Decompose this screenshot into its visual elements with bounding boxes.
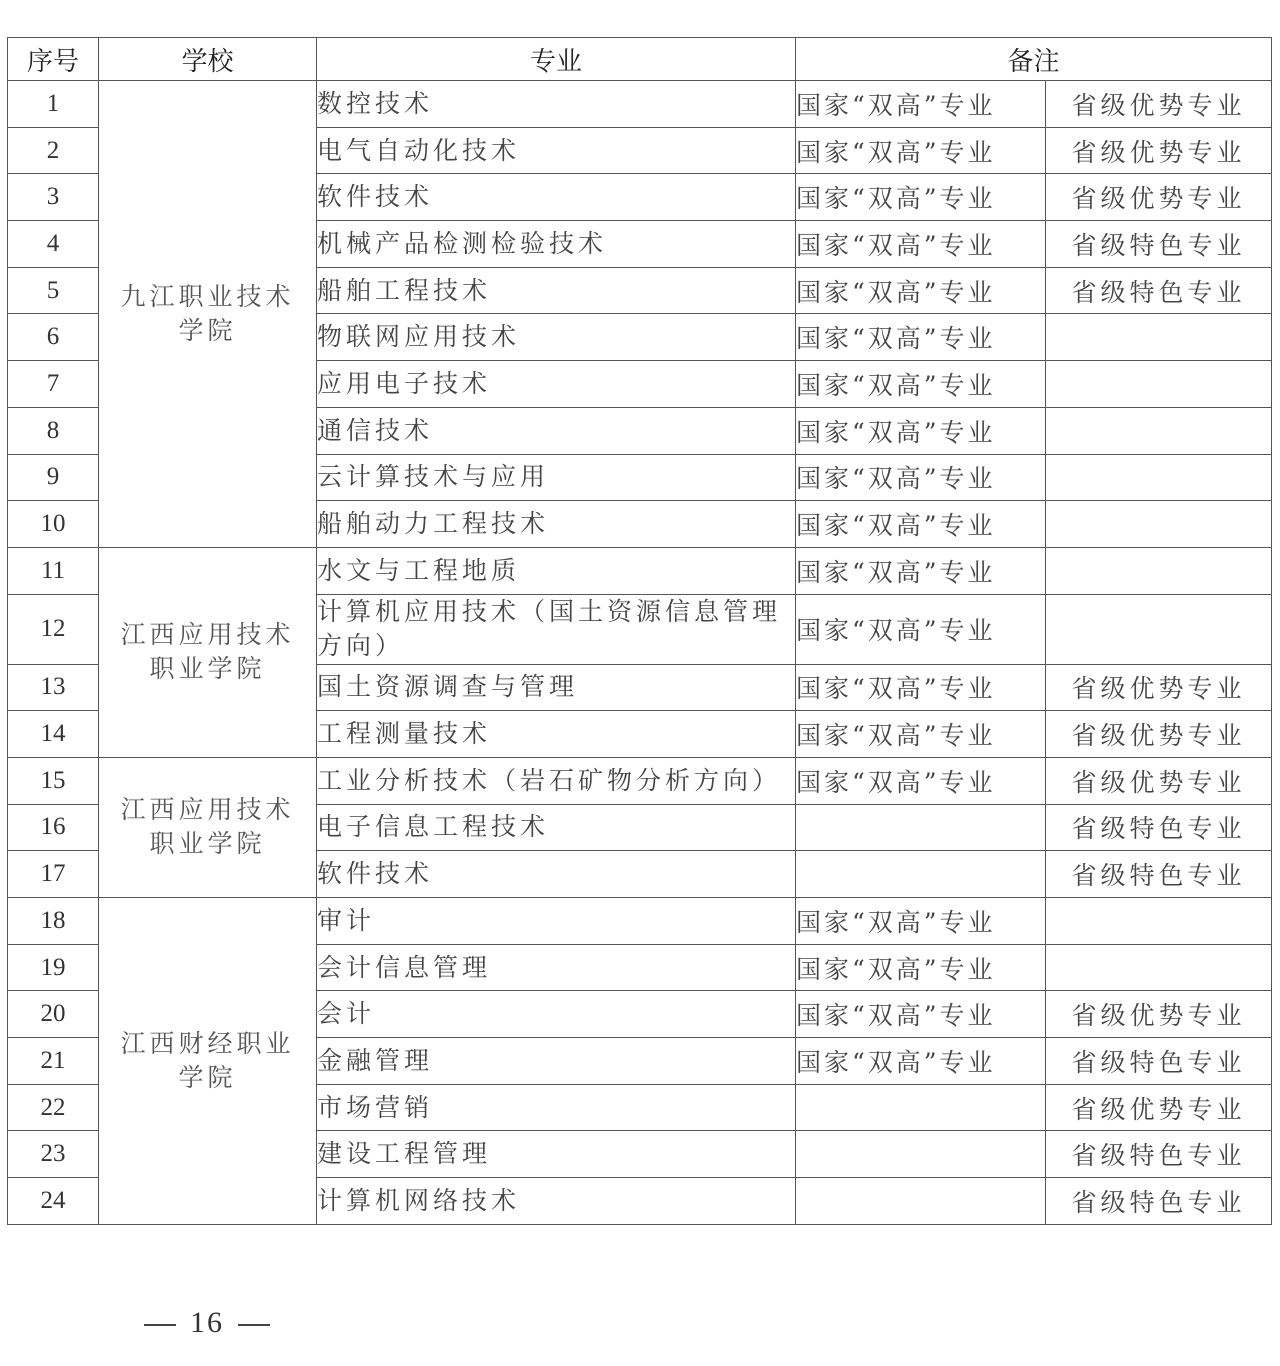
row-number: 22	[8, 1084, 99, 1131]
row-number: 14	[8, 711, 99, 758]
row-number: 16	[8, 804, 99, 851]
major-name: 建设工程管理	[317, 1131, 796, 1178]
row-number: 4	[8, 221, 99, 268]
row-number: 21	[8, 1038, 99, 1085]
national-remark: 国家“双高”专业	[796, 127, 1046, 174]
national-remark: 国家“双高”专业	[796, 454, 1046, 501]
major-name: 软件技术	[317, 174, 796, 221]
row-number: 13	[8, 664, 99, 711]
provincial-remark	[1046, 314, 1272, 361]
major-name: 金融管理	[317, 1038, 796, 1085]
table-row	[8, 547, 1272, 594]
provincial-remark: 省级特色专业	[1046, 851, 1272, 898]
table-row	[8, 81, 1272, 128]
national-remark: 国家“双高”专业	[796, 267, 1046, 314]
national-remark: 国家“双高”专业	[796, 594, 1046, 664]
row-number: 24	[8, 1178, 99, 1225]
national-remark: 国家“双高”专业	[796, 898, 1046, 945]
row-number: 23	[8, 1131, 99, 1178]
row-number: 6	[8, 314, 99, 361]
provincial-remark: 省级优势专业	[1046, 1084, 1272, 1131]
school-name: 江西财经职业 学院	[99, 898, 317, 1225]
provincial-remark: 省级优势专业	[1046, 991, 1272, 1038]
national-remark	[796, 1131, 1046, 1178]
header-major: 专业	[317, 38, 796, 81]
national-remark: 国家“双高”专业	[796, 757, 1046, 804]
provincial-remark: 省级特色专业	[1046, 1178, 1272, 1225]
school-name: 江西应用技术 职业学院	[99, 757, 317, 897]
national-remark: 国家“双高”专业	[796, 501, 1046, 548]
provincial-remark: 省级特色专业	[1046, 1038, 1272, 1085]
row-number: 2	[8, 127, 99, 174]
national-remark: 国家“双高”专业	[796, 991, 1046, 1038]
national-remark: 国家“双高”专业	[796, 174, 1046, 221]
national-remark: 国家“双高”专业	[796, 361, 1046, 408]
row-number: 12	[8, 594, 99, 664]
major-name: 机械产品检测检验技术	[317, 221, 796, 268]
national-remark: 国家“双高”专业	[796, 1038, 1046, 1085]
header-index: 序号	[8, 38, 99, 81]
provincial-remark	[1046, 501, 1272, 548]
row-number: 7	[8, 361, 99, 408]
major-name: 应用电子技术	[317, 361, 796, 408]
provincial-remark: 省级特色专业	[1046, 267, 1272, 314]
school-name: 江西应用技术 职业学院	[99, 547, 317, 757]
page-number: 16	[190, 1306, 224, 1339]
footer-dash-right	[238, 1324, 270, 1326]
national-remark: 国家“双高”专业	[796, 664, 1046, 711]
table-row	[8, 757, 1272, 804]
provincial-remark	[1046, 407, 1272, 454]
row-number: 17	[8, 851, 99, 898]
provincial-remark	[1046, 594, 1272, 664]
table-header-row	[8, 38, 1272, 81]
row-number: 10	[8, 501, 99, 548]
major-name: 工业分析技术（岩石矿物分析方向）	[317, 757, 796, 804]
provincial-remark: 省级特色专业	[1046, 1131, 1272, 1178]
national-remark	[796, 851, 1046, 898]
majors-table	[7, 37, 1272, 1225]
row-number: 18	[8, 898, 99, 945]
major-name: 计算机网络技术	[317, 1178, 796, 1225]
row-number: 5	[8, 267, 99, 314]
major-name: 物联网应用技术	[317, 314, 796, 361]
provincial-remark	[1046, 898, 1272, 945]
footer-dash-left	[144, 1324, 176, 1326]
major-name: 云计算技术与应用	[317, 454, 796, 501]
major-name: 电气自动化技术	[317, 127, 796, 174]
national-remark	[796, 1084, 1046, 1131]
page-footer	[130, 1306, 284, 1340]
provincial-remark: 省级优势专业	[1046, 664, 1272, 711]
major-name: 计算机应用技术（国土资源信息管理方向）	[317, 594, 796, 664]
provincial-remark: 省级特色专业	[1046, 804, 1272, 851]
national-remark	[796, 804, 1046, 851]
provincial-remark: 省级特色专业	[1046, 221, 1272, 268]
national-remark: 国家“双高”专业	[796, 81, 1046, 128]
national-remark: 国家“双高”专业	[796, 221, 1046, 268]
national-remark: 国家“双高”专业	[796, 944, 1046, 991]
header-school: 学校	[99, 38, 317, 81]
major-name: 会计	[317, 991, 796, 1038]
major-name: 审计	[317, 898, 796, 945]
major-name: 市场营销	[317, 1084, 796, 1131]
provincial-remark: 省级优势专业	[1046, 174, 1272, 221]
national-remark: 国家“双高”专业	[796, 547, 1046, 594]
row-number: 15	[8, 757, 99, 804]
provincial-remark	[1046, 454, 1272, 501]
provincial-remark: 省级优势专业	[1046, 711, 1272, 758]
row-number: 1	[8, 81, 99, 128]
row-number: 9	[8, 454, 99, 501]
header-remarks: 备注	[796, 38, 1272, 81]
provincial-remark: 省级优势专业	[1046, 757, 1272, 804]
national-remark: 国家“双高”专业	[796, 314, 1046, 361]
provincial-remark: 省级优势专业	[1046, 81, 1272, 128]
row-number: 20	[8, 991, 99, 1038]
major-name: 国土资源调查与管理	[317, 664, 796, 711]
national-remark: 国家“双高”专业	[796, 711, 1046, 758]
table-row	[8, 898, 1272, 945]
major-name: 水文与工程地质	[317, 547, 796, 594]
provincial-remark: 省级优势专业	[1046, 127, 1272, 174]
major-name: 船舶工程技术	[317, 267, 796, 314]
provincial-remark	[1046, 361, 1272, 408]
row-number: 11	[8, 547, 99, 594]
major-name: 软件技术	[317, 851, 796, 898]
major-name: 通信技术	[317, 407, 796, 454]
row-number: 19	[8, 944, 99, 991]
row-number: 8	[8, 407, 99, 454]
national-remark	[796, 1178, 1046, 1225]
row-number: 3	[8, 174, 99, 221]
major-name: 工程测量技术	[317, 711, 796, 758]
provincial-remark	[1046, 547, 1272, 594]
school-name: 九江职业技术 学院	[99, 81, 317, 548]
major-name: 会计信息管理	[317, 944, 796, 991]
provincial-remark	[1046, 944, 1272, 991]
national-remark: 国家“双高”专业	[796, 407, 1046, 454]
major-name: 电子信息工程技术	[317, 804, 796, 851]
major-name: 数控技术	[317, 81, 796, 128]
major-name: 船舶动力工程技术	[317, 501, 796, 548]
